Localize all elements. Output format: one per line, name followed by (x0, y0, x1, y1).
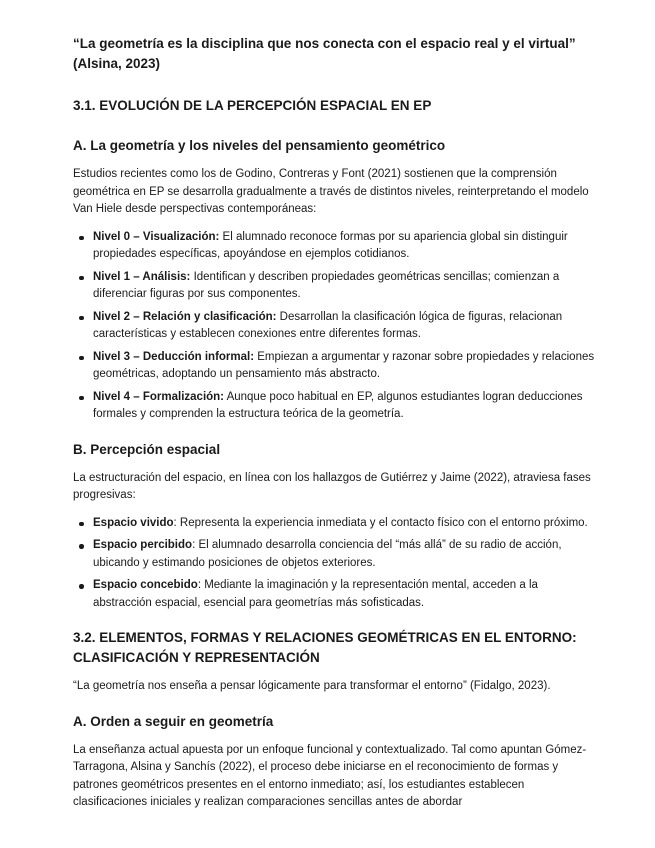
subsection-b-intro: La estructuración del espacio, en línea con los hallazgos de Gutiérrez y Jaime (2022), atraviesa fases progresivas: (73, 471, 591, 501)
section-3-2-heading: 3.2. ELEMENTOS, FORMAS Y RELACIONES GEOMÉTRICAS EN EL ENTORNO: CLASIFICACIÓN Y REPRESENTACIÓN (73, 630, 577, 665)
list-item-term: Nivel 3 – Deducción informal: (93, 350, 255, 363)
list-item-term: Nivel 4 – Formalización: (93, 390, 225, 403)
section-3-1-heading: 3.1. EVOLUCIÓN DE LA PERCEPCIÓN ESPACIAL EN EP (73, 98, 432, 113)
list-item-text: El alumnado reconoce formas por su apariencia global sin distinguir propiedades específicas, apoyándose en ejemplos cotidianos. (93, 230, 568, 260)
list-item-term: Espacio vivido (93, 516, 174, 529)
list-item-text: : Mediante la imaginación y la representación mental, acceden a la abstracción espacial, esencial para geometrías más sofisticadas. (93, 579, 538, 609)
list-item-text: Empiezan a argumentar y razonar sobre propiedades y relaciones geométricas, adoptando un pensamiento más abstracto. (93, 350, 595, 380)
list-item (93, 537, 595, 572)
opening-quote: “La geometría es la disciplina que nos conecta con el espacio real y el virtual” (Alsina, 2023) (73, 36, 576, 71)
subsection-b-heading: B. Percepción espacial (73, 441, 221, 457)
list-item-text: Desarrollan la clasificación lógica de figuras, relacionan características y establecen conexiones entre diferentes formas. (93, 310, 563, 340)
list-item-term: Nivel 0 – Visualización: (93, 230, 220, 243)
list-item-term: Espacio concebido (93, 579, 198, 591)
list-item (93, 577, 595, 612)
section-3-2-quote: “La geometría nos enseña a pensar lógicamente para transformar el entorno” (Fidalgo, 2023). (73, 680, 551, 692)
list-item-text: Aunque poco habitual en EP, algunos estudiantes logran deducciones formales y comprenden la estructura teórica de la geometría. (93, 390, 583, 420)
list-item (93, 309, 595, 344)
list-item (93, 349, 595, 384)
list-item-term: Espacio percibido (93, 539, 193, 551)
levels-list (73, 229, 595, 424)
subsection-order-intro: La enseñanza actual apuesta por un enfoque funcional y contextualizado. Tal como apuntan Gómez-Tarragona, Alsina y Sanchís (2022), el proceso debe iniciarse en el reconocimiento de formas y patrones geométricos presentes en el entorno inmediato; así, los estudiantes establecen clasificaciones iniciales y realizan comparaciones sencillas antes de abordar (73, 743, 587, 808)
list-item-text: Identifican y describen propiedades geométricas sencillas; comienzan a diferenciar figuras por sus componentes. (93, 270, 560, 300)
list-item (93, 269, 595, 304)
list-item-text: : Representa la experiencia inmediata y el contacto físico con el entorno próximo. (173, 516, 588, 529)
subsection-order-heading: A. Orden a seguir en geometría (73, 713, 274, 729)
list-item-term: Nivel 2 – Relación y clasificación: (93, 310, 277, 323)
list-item-text: : El alumnado desarrolla conciencia del “más allá” de su radio de acción, ubicando y estimando posiciones de objetos exteriores. (93, 539, 562, 569)
list-item (93, 229, 595, 264)
list-item (93, 389, 595, 424)
subsection-a-intro: Estudios recientes como los de Godino, Contreras y Font (2021) sostienen que la comprensión geométrica en EP se desarrolla gradualmente a través de distintos niveles, reinterpretando el modelo Van Hiele desde perspectivas contemporáneas: (73, 168, 589, 215)
subsection-a-heading: A. La geometría y los niveles del pensamiento geométrico (73, 138, 446, 153)
list-item (93, 515, 595, 533)
space-phases-list (73, 515, 595, 613)
list-item-term: Nivel 1 – Análisis: (93, 270, 191, 283)
